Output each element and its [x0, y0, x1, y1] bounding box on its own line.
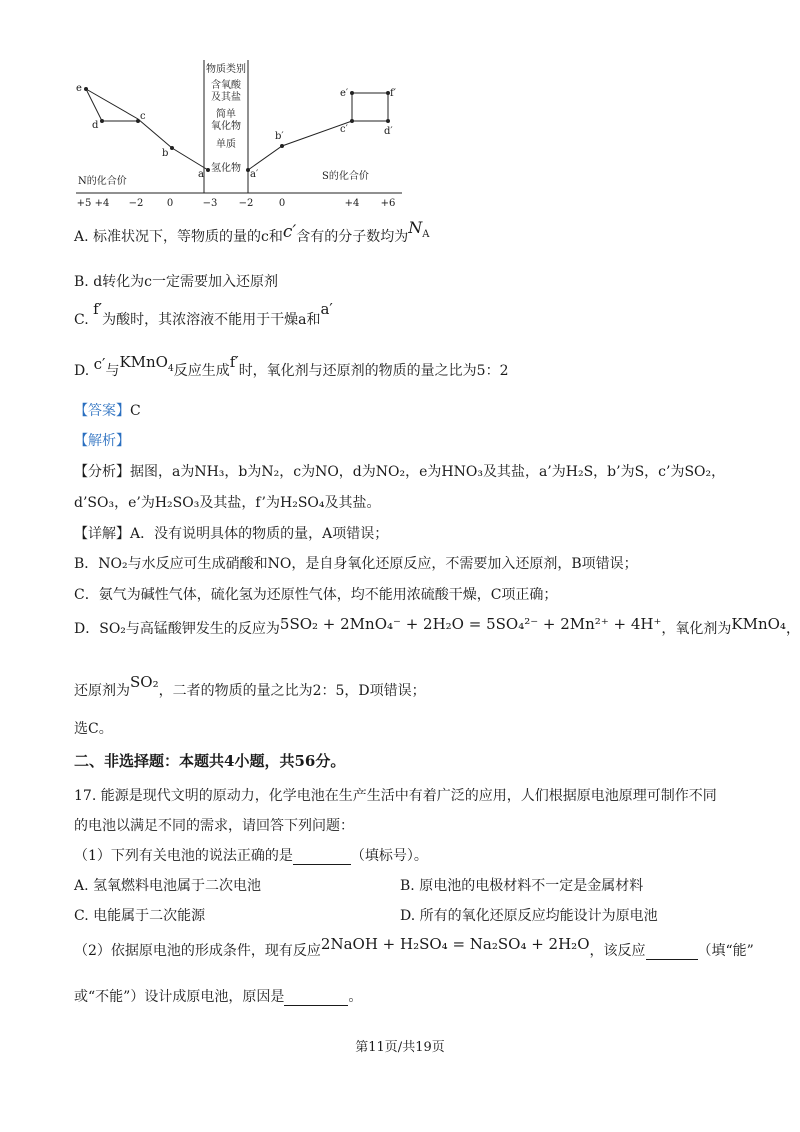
option-d	[74, 353, 509, 380]
valence-category-diagram	[72, 56, 412, 208]
fenxi-line2: d’SO₃，e’为H₂SO₃及其盐，f’为H₂SO₄及其盐。	[74, 495, 381, 511]
detail-line5	[74, 673, 426, 700]
option-b	[74, 271, 278, 291]
q17-option-c: C. 电能属于二次能源	[74, 908, 206, 924]
point-b	[170, 146, 174, 150]
answer-label: 【答案】	[74, 403, 130, 419]
detail-line3: C．氨气为碱性气体，硫化氢为还原性气体，均不能用浓硫酸干燥，C项正确；	[74, 587, 558, 603]
q17-option-b: B. 原电池的电极材料不一定是金属材料	[400, 878, 644, 894]
nitrogen-path	[86, 89, 208, 170]
detail-line2: B．NO₂与水反应可生成硝酸和NO，是自身氧化还原反应，不需要加入还原剂，B项错误；	[74, 556, 638, 572]
label-b-prime: b′	[275, 131, 284, 142]
option-d-sym2: f′	[229, 353, 239, 371]
detail-line4-end: ，	[785, 621, 800, 637]
detail-line1: 【详解】A．没有说明具体的物质的量，A项错误；	[74, 526, 389, 542]
option-a-label: A.	[74, 229, 89, 245]
option-a-text1: 标准状况下，等物质的量的c和	[93, 229, 283, 245]
label-e: e	[76, 83, 82, 94]
option-d-label: D.	[74, 363, 90, 379]
category-element: 单质	[216, 139, 236, 150]
tick-label: +6	[380, 198, 396, 208]
point-e-prime	[350, 91, 354, 95]
page-footer: 第11页/共19页	[355, 1040, 445, 1055]
point-d-prime	[386, 119, 390, 123]
label-d-prime: d′	[384, 126, 393, 137]
q17-part2-line2-tail: 。	[348, 989, 363, 1005]
q17-intro2: 的电池以满足不同的需求，请回答下列问题：	[74, 818, 354, 834]
detail-line4	[74, 615, 800, 638]
category-salts: 及其盐	[211, 92, 241, 103]
option-c-sym1: f′	[93, 300, 103, 318]
category-hydride: 氢化物	[211, 163, 241, 174]
detail-line4-mid: ，氧化剂为	[661, 621, 732, 637]
sulfur-box	[352, 93, 388, 121]
option-a	[74, 218, 430, 246]
tick-label: 0	[166, 198, 174, 208]
point-a	[206, 168, 210, 172]
q17-part2	[74, 935, 754, 960]
equation-so2-mno4: 5SO₂ + 2MnO₄⁻ + 2H₂O = 5SO₄²⁻ + 2Mn²⁺ + 4H⁺	[279, 615, 662, 633]
option-d-text2: 反应生成	[173, 363, 230, 379]
answer-blank-3[interactable]	[284, 989, 348, 1006]
n-axis-label: N的化合价	[78, 176, 127, 187]
na-symbol: N	[408, 218, 423, 237]
analysis-label: 【解析】	[74, 433, 130, 449]
detail-line5-pre: 还原剂为	[74, 683, 130, 699]
label-a-prime: a′	[250, 169, 259, 180]
point-e	[84, 87, 88, 91]
tick-label: +5	[76, 198, 92, 208]
point-c-prime	[350, 119, 354, 123]
q17-part1-text: （1）下列有关电池的说法正确的是	[74, 848, 293, 864]
option-d-sym1: c′	[93, 355, 106, 373]
q17-option-a: A. 氢氧燃料电池属于二次电池	[74, 878, 262, 894]
reductant: SO₂	[130, 673, 159, 691]
option-d-text3: 时，氧化剂与还原剂的物质的量之比为5：2	[238, 363, 509, 379]
category-oxyacid: 含氧酸	[211, 80, 241, 91]
point-d	[100, 119, 104, 123]
q17-equation: 2NaOH + H₂SO₄ = Na₂SO₄ + 2H₂O	[320, 935, 590, 953]
tick-label: −2	[128, 198, 144, 208]
q17-part1-tail: （填标号）。	[350, 848, 428, 864]
option-c	[74, 300, 333, 329]
option-b-text: d转化为c一定需要加入还原剂	[93, 274, 279, 290]
category-header: 物质类别	[206, 64, 246, 75]
label-e-prime: e′	[340, 88, 349, 99]
oxidant: KMnO₄	[731, 615, 786, 633]
answer-value: C	[130, 403, 141, 419]
q17-option-d: D. 所有的氧化还原反应均能设计为原电池	[400, 908, 658, 924]
option-c-label: C.	[74, 312, 89, 328]
option-c-sym2: a′	[320, 300, 333, 318]
q17-part2-line2	[74, 986, 362, 1006]
q17-part2-pre: （2）依据原电池的形成条件，现有反应	[74, 943, 321, 959]
label-c: c	[140, 111, 146, 122]
option-c-text1: 为酸时，其浓溶液不能用于干燥a和	[102, 312, 321, 328]
answer-blank-1[interactable]	[293, 848, 351, 865]
label-b: b	[162, 148, 169, 159]
q17-part2-line2-pre: 或“不能”）设计成原电池，原因是	[74, 989, 285, 1005]
option-d-text1: 与	[105, 363, 120, 379]
tick-label: +4	[344, 198, 360, 208]
q17-part2-mid: ，该反应	[589, 943, 646, 959]
option-b-label: B.	[74, 274, 89, 290]
detail-line6: 选C。	[74, 721, 113, 737]
section-title: 二、非选择题：本题共4小题，共56分。	[74, 752, 346, 770]
q17-intro1: 17. 能源是现代文明的原动力，化学电池在生产生活中有着广泛的应用，人们根据原电池原理可制作不同	[74, 788, 717, 804]
tick-label: −2	[238, 198, 254, 208]
tick-label: +4	[94, 198, 110, 208]
s-axis-label: S的化合价	[322, 171, 369, 182]
detail-line5-post: ，二者的物质的量之比为2：5，D项错误；	[158, 683, 426, 699]
q17-part1	[74, 845, 428, 865]
sulfur-path	[248, 121, 352, 170]
q17-options-row2	[74, 905, 724, 925]
fenxi-line1: 【分析】据图，a为NH₃，b为N₂，c为NO，d为NO₂，e为HNO₃及其盐，a’为H₂S，b’为S，c’为SO₂，	[74, 464, 726, 480]
tick-label: 0	[278, 198, 286, 208]
point-b-prime	[280, 144, 284, 148]
answer-blank-2[interactable]	[646, 943, 698, 960]
category-oxide: 氧化物	[211, 121, 241, 132]
label-c-prime: c′	[340, 124, 348, 135]
na-subscript: A	[422, 229, 430, 240]
option-a-sym: c′	[282, 222, 297, 242]
tick-label: −3	[202, 198, 218, 208]
label-a: a	[198, 169, 204, 180]
q17-part2-tail: （填“能”	[697, 943, 754, 959]
kmno4: KMnO	[119, 353, 168, 371]
option-a-text2: 含有的分子数均为	[296, 229, 409, 245]
kmno4-sub: 4	[167, 364, 174, 374]
label-d: d	[92, 120, 99, 131]
detail-line4-pre: D．SO₂与高锰酸钾发生的反应为	[74, 621, 280, 637]
q17-options-row1	[74, 875, 724, 895]
label-f-prime: f′	[390, 88, 396, 99]
category-simple: 简单	[216, 109, 236, 120]
answer-line	[74, 400, 141, 420]
